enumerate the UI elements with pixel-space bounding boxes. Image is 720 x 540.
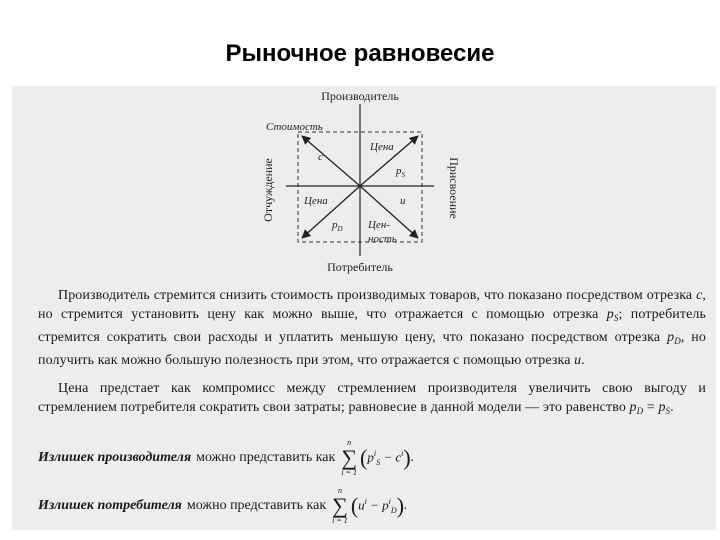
paragraph-equilibrium: Цена предстает как компромисс между стремлением производителя увеличить свою выгоду и стремлением потребителя сократить свои затраты; равновесие в данной модели — это равенство $p_D = p_S$. (38, 381, 706, 416)
label-u: u (400, 195, 406, 207)
label-value-1: Цен- (368, 219, 390, 231)
producer-surplus-label: Излишек производителя (38, 450, 192, 465)
equilibrium-diagram (250, 88, 476, 278)
label-appropriation: Присвоение (447, 157, 461, 219)
consumer-surplus-text: можно представить как (186, 498, 327, 513)
label-producer: Производитель (321, 89, 399, 103)
label-value-2: ность (368, 233, 397, 245)
arrow-pD (302, 186, 360, 238)
consumer-surplus (38, 486, 408, 526)
label-consumer: Потребитель (327, 260, 393, 274)
label-pD: $p_D$ (332, 219, 343, 233)
paragraph-producer-consumer: Производитель стремится снизить стоимость производимых товаров, что показано посредством отрезка c, но стремится установить цену как можно выше, что отражается с помощью отрезка $p_S$; потребитель стремится сократить свои расходы и уплатить меньшую цену, что показано посредством отрезка $p_D$, но получить как можно большую полезность при этом, что отражается с помощью отрезка u. (38, 288, 706, 368)
arrow-c (302, 136, 360, 186)
sum-symbol: n ∑ i = 1 (341, 438, 358, 477)
sum-symbol: n ∑ i = 1 (332, 486, 348, 525)
producer-surplus (38, 438, 414, 478)
label-price-upper: Цена (370, 141, 394, 153)
consumer-surplus-formula: n ∑ i = 1 ( $u^i - p^i_D$ ) . (332, 486, 408, 525)
page-title: Рыночное равновесие (225, 40, 495, 67)
producer-surplus-text: можно представить как (196, 450, 336, 465)
label-pS: $p_S$ (396, 165, 405, 179)
label-cost: Стоимость (266, 121, 323, 133)
consumer-surplus-label: Излишек потребителя (38, 498, 182, 513)
label-c: c (318, 151, 323, 163)
label-price-lower: Цена (304, 195, 328, 207)
label-alienation: Отчуждение (261, 158, 275, 222)
producer-surplus-formula: n ∑ i = 1 ( $p^i_S - c^i$ ) . (341, 438, 415, 477)
